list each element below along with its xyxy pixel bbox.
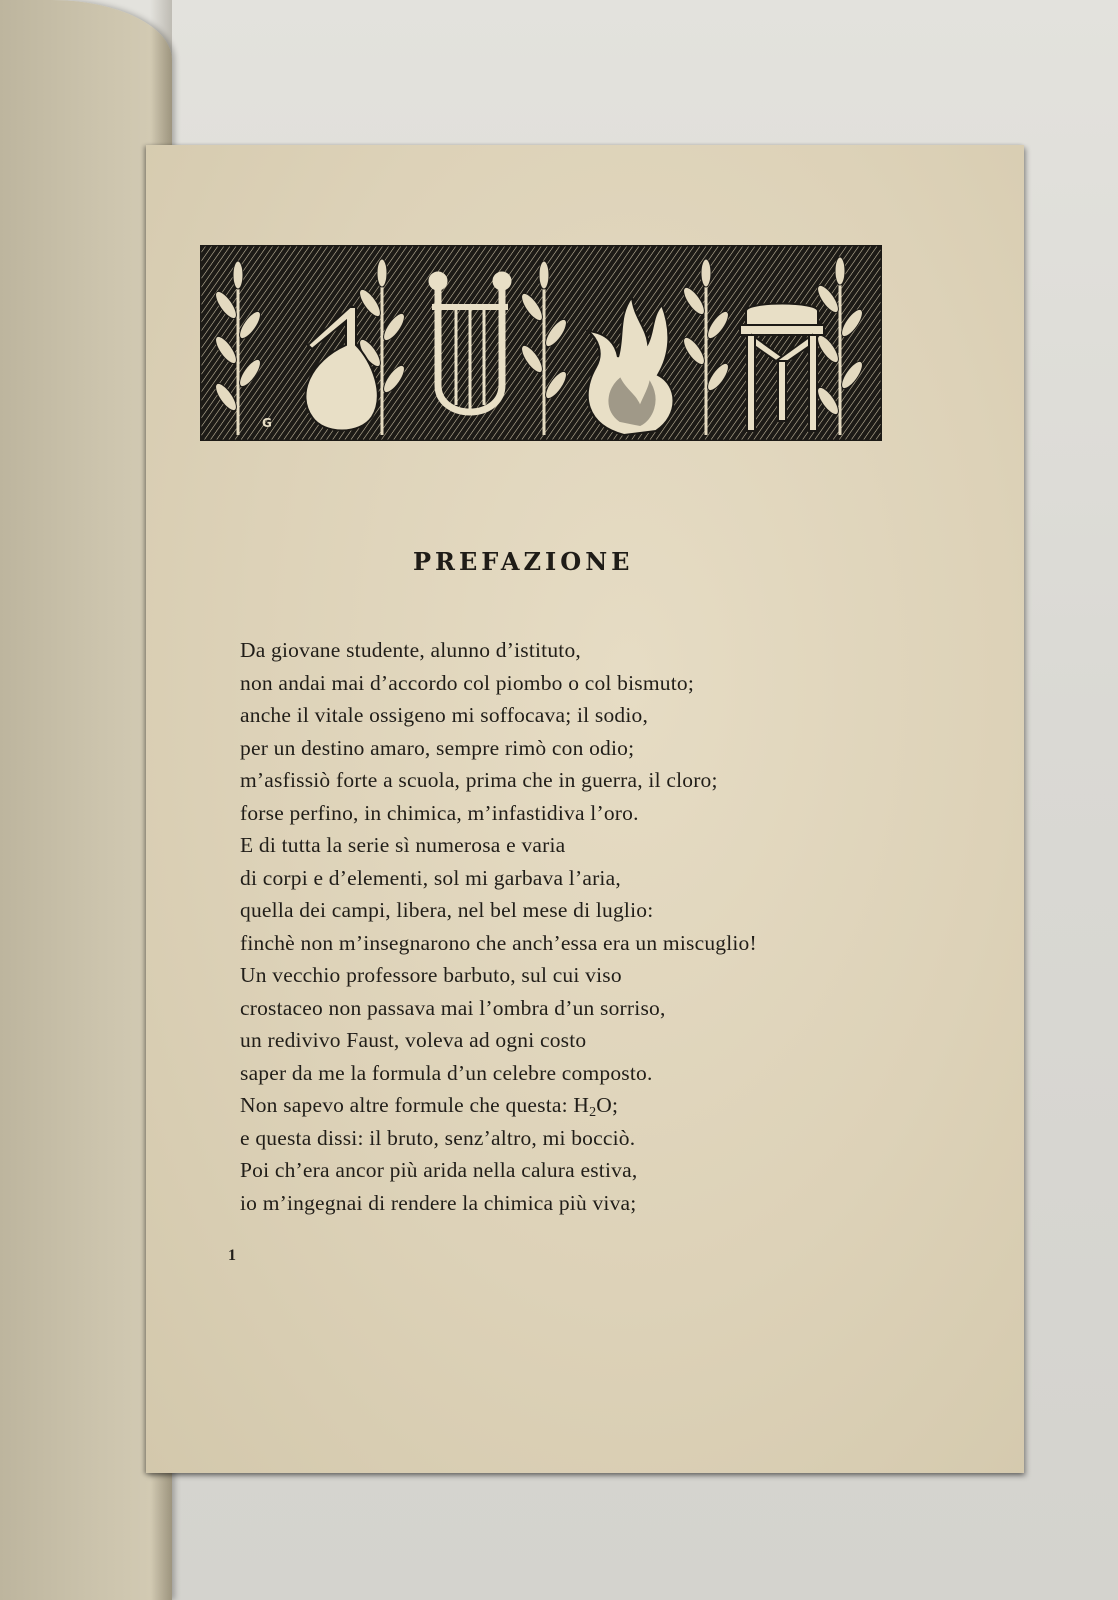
chapter-heading: PREFAZIONE <box>413 547 634 576</box>
verse-line: non andai mai d’accordo col piombo o col bismuto; <box>240 670 695 695</box>
verse-line: crostaceo non passava mai l’ombra d’un sorriso, <box>240 995 666 1020</box>
verse-line: io m’ingegnai di rendere la chimica più viva; <box>240 1190 637 1215</box>
verse-line: un redivivo Faust, voleva ad ogni costo <box>240 1028 587 1052</box>
formula-line-text: Non sapevo altre formule che questa: H <box>240 1093 590 1117</box>
verse-line: E di tutta la serie sì numerosa e varia <box>240 833 566 857</box>
verse-line: per un destino amaro, sempre rimò con odio; <box>240 735 635 760</box>
formula-subscript: 2 <box>589 1105 597 1120</box>
engraver-signature: G <box>262 416 272 430</box>
page-number: 1 <box>228 1247 236 1264</box>
verse-line: saper da me la formula d’un celebre composto. <box>240 1060 653 1085</box>
tripod-icon <box>740 304 824 432</box>
verse-line: finchè non m’insegnarono che anch’essa era un miscuglio! <box>240 930 757 955</box>
verse-line: e questa dissi: il bruto, senz’altro, mi bocciò. <box>240 1125 636 1150</box>
verse-line: quella dei campi, libera, nel bel mese di luglio: <box>240 898 654 922</box>
verse-line: Da giovane studente, alunno d’istituto, <box>240 638 581 662</box>
formula-line-end: O; <box>596 1093 619 1117</box>
woodcut-ornament <box>200 245 882 441</box>
book-page <box>146 145 1024 1473</box>
verse-line: Poi ch’era ancor più arida nella calura estiva, <box>240 1158 638 1182</box>
verse-line: anche il vitale ossigeno mi soffocava; il sodio, <box>240 703 649 727</box>
verse-line: di corpi e d’elementi, sol mi garbava l’aria, <box>240 865 621 890</box>
verse-line: forse perfino, in chimica, m’infastidiva l’oro. <box>240 800 639 825</box>
verse-line: Un vecchio professore barbuto, sul cui viso <box>240 963 622 987</box>
verse-line-formula <box>240 1089 1000 1122</box>
poem-verses <box>240 634 1000 1219</box>
verse-line: m’asfissiò forte a scuola, prima che in guerra, il cloro; <box>240 768 718 792</box>
